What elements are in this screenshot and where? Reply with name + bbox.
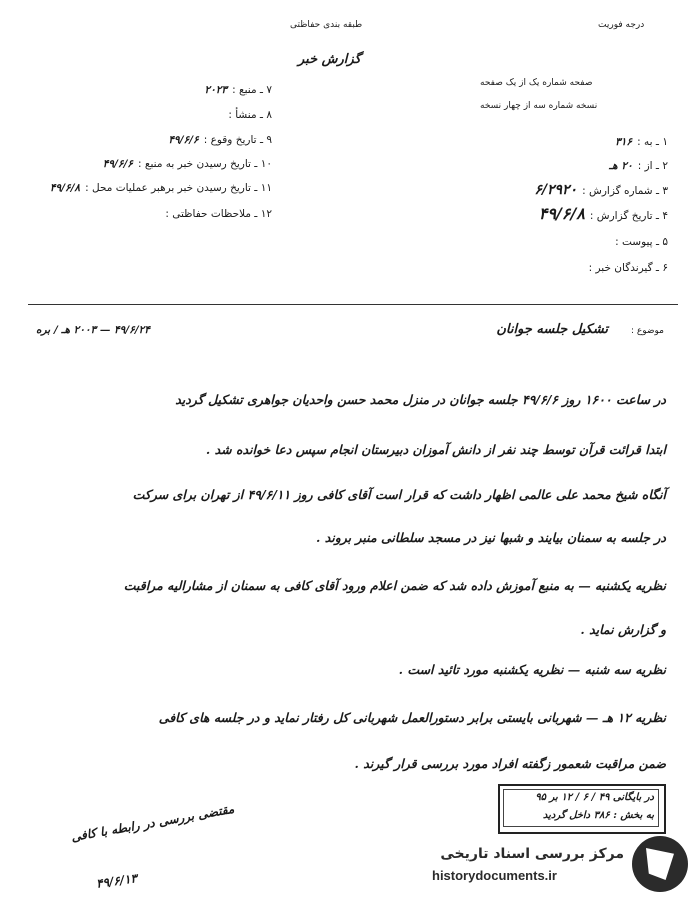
- stamp-line: در بایگانی ۴۹ / ۶ / ۱۲ بر ۹۵: [535, 792, 654, 803]
- field-value: ۶/۲۹۲۰: [534, 182, 578, 198]
- field-occurrence-date: [168, 128, 272, 147]
- field-value: ۴۹/۶/۶: [168, 134, 199, 146]
- subject-reference: ۴۹/۶/۲۴ — ۲۰۰۳ هـ / بره: [36, 324, 150, 336]
- body-line: و گزارش نماید .: [580, 622, 666, 637]
- field-to: [615, 130, 668, 149]
- watermark-org: مرکز بررسی اسناد تاریخی: [440, 846, 624, 862]
- field-recipients: [589, 256, 668, 275]
- body-line: ضمن مراقبت شعمور زگفته افراد مورد بررسی قرار گیرند .: [354, 756, 666, 771]
- field-report-number: [534, 179, 668, 198]
- watermark-site: historydocuments.ir: [432, 868, 557, 883]
- field-label: ۱۰ ـ تاریخ رسیدن خبر به منبع :: [138, 158, 272, 170]
- field-from: [609, 154, 668, 173]
- body-line: آنگاه شیخ محمد علی عالمی اظهار داشت که قرار است آقای کافی روز ۴۹/۶/۱۱ از تهران برای سرکت: [132, 487, 666, 502]
- page-title: گزارش خبر: [298, 52, 361, 67]
- field-value: ۳۱۶: [615, 136, 633, 148]
- subject-value: تشکیل جلسه جوانان: [496, 322, 608, 337]
- field-operation-received-date: [50, 176, 272, 195]
- field-label: ۶ ـ گیرندگان خبر :: [588, 262, 668, 274]
- field-label: ۲ ـ از :: [637, 160, 668, 172]
- field-value: ۲۰ هـ: [609, 160, 633, 172]
- body-line: نظریه سه شنبه — نظریه یکشنبه مورد تائید است .: [398, 662, 666, 677]
- copy-number-line: نسخه شماره سه از چهار نسخه: [480, 101, 598, 111]
- field-value: ۴۹/۶/۶: [102, 158, 133, 170]
- field-source: [205, 78, 272, 97]
- priority-label: درجه فوریت: [598, 20, 645, 30]
- subject-label: موضوع :: [630, 326, 664, 336]
- field-value: ۴۹/۶/۸: [49, 182, 81, 194]
- field-label: ۳ ـ شماره گزارش :: [582, 185, 668, 197]
- body-line: در جلسه به سمنان بیایند و شبها نیز در مسجد سلطانی منبر بروند .: [316, 530, 666, 545]
- body-line: نظریه ۱۲ هـ — شهربانی بایستی برابر دستورالعمل شهربانی کل رفتار نماید و در جلسه های کافی: [158, 710, 666, 725]
- field-attachment: [615, 230, 668, 249]
- field-label: ۴ ـ تاریخ گزارش :: [589, 210, 668, 222]
- field-value: ۲۰۲۳: [204, 84, 228, 96]
- field-label: ۷ ـ منبع :: [232, 84, 272, 96]
- field-label: ۱۱ ـ تاریخ رسیدن خبر برهبر عملیات محل :: [85, 182, 272, 194]
- field-label: ۸ ـ منشأ :: [228, 109, 272, 121]
- body-line: نظریه یکشنبه — به منبع آموزش داده شد که ضمن اعلام ورود آقای کافی به سمنان از مشارالیه مراقبت: [123, 578, 666, 593]
- header-divider: [28, 304, 678, 305]
- field-origin: [228, 103, 272, 122]
- field-label: ۵ ـ پیوست :: [615, 236, 668, 248]
- stamp-line: به بخش : ۳۸۶ داخل گردید: [542, 810, 654, 821]
- body-line: در ساعت ۱۶۰۰ روز ۴۹/۶/۶ جلسه جوانان در منزل محمد حسن واحدیان جواهری تشکیل گردید: [175, 392, 666, 407]
- field-label: ۱ ـ به :: [637, 136, 668, 148]
- field-source-received-date: [103, 152, 272, 171]
- field-security-notes: [165, 202, 272, 221]
- page-number-line: صفحه شماره یک از یک صفحه: [480, 78, 593, 88]
- body-line: ابتدا قرائت قرآن توسط چند نفر از دانش آموزان دبیرستان انجام سپس دعا خوانده شد .: [205, 442, 666, 457]
- classification-label: طبقه بندی حفاظتی: [290, 20, 363, 30]
- handwritten-date: ۴۹/۶/۱۳: [95, 871, 138, 891]
- field-report-date: [539, 204, 668, 223]
- field-label: ۹ ـ تاریخ وقوع :: [203, 134, 272, 146]
- field-label: ۱۲ ـ ملاحظات حفاظتی :: [165, 208, 272, 220]
- handwritten-note: مقتضی بررسی در رابطه با کافی: [70, 801, 236, 845]
- field-value: ۴۹/۶/۸: [538, 204, 585, 223]
